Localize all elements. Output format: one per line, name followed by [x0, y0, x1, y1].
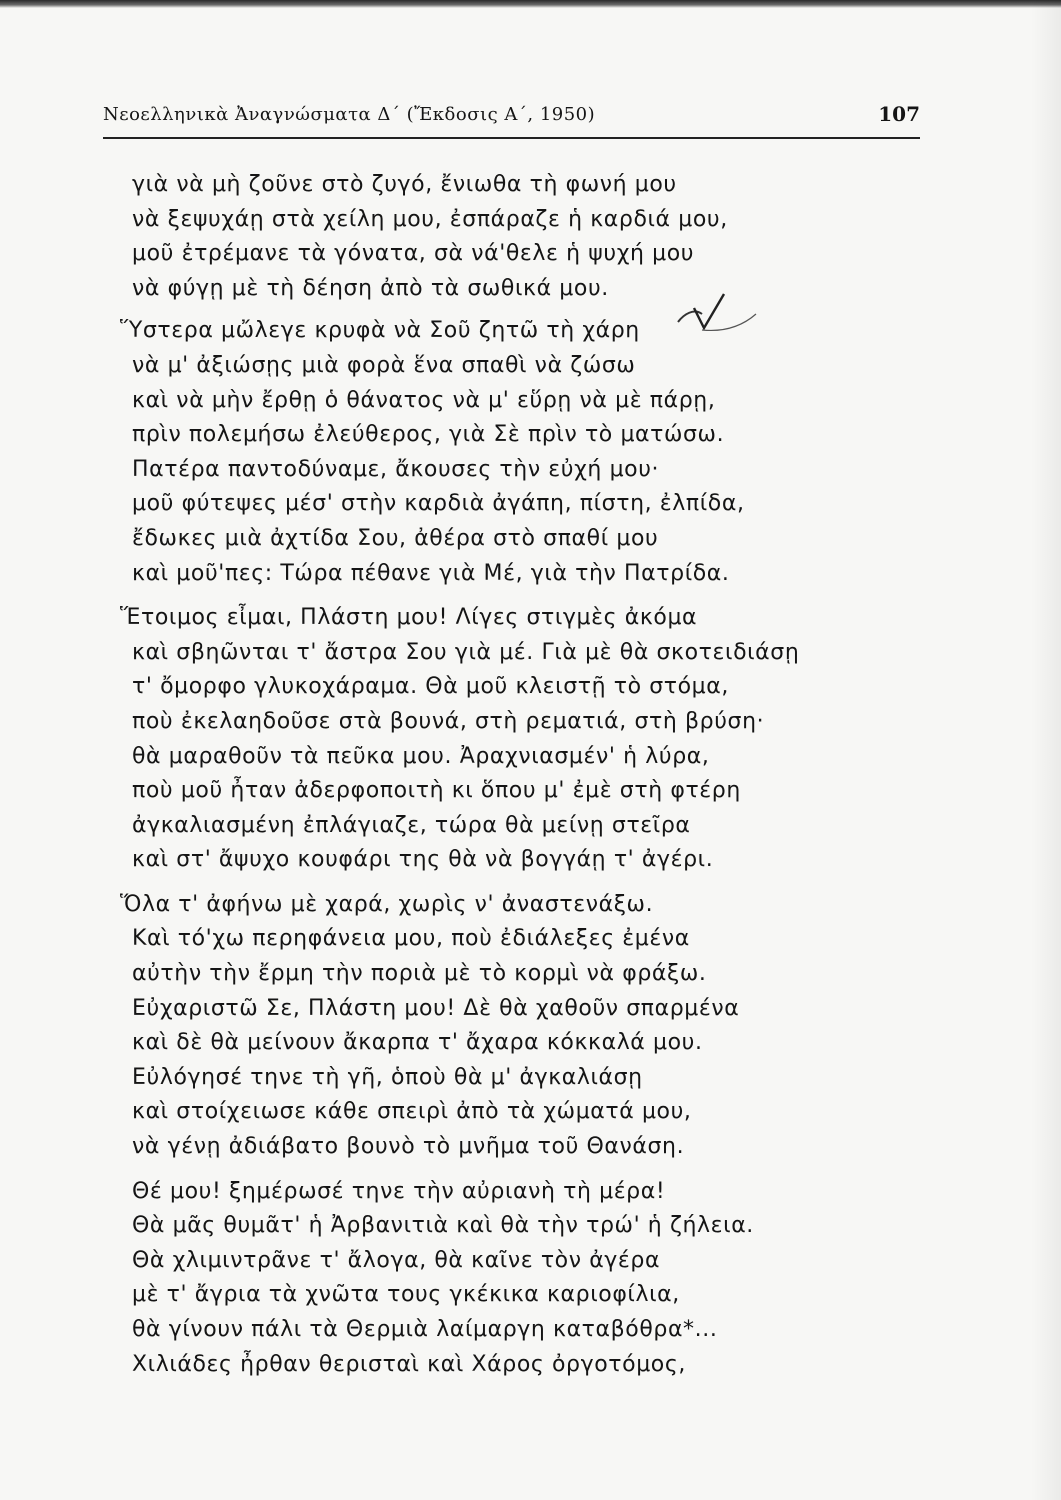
stanza	[120, 1175, 920, 1383]
poem-body	[120, 168, 920, 1392]
verse-line: Θὰ μᾶς θυμᾶτ' ἡ Ἀρβανιτιὰ καὶ θὰ τὴν τρώ' ἡ ζήλεια.	[132, 1213, 754, 1239]
verse-line: Καὶ τό'χω περηφάνεια μου, ποὺ ἐδιάλεξες ἐμένα	[132, 926, 690, 952]
verse-line: καὶ σβηῶνται τ' ἄστρα Σου γιὰ μέ. Γιὰ μὲ θὰ σκοτειδιάσῃ	[132, 639, 800, 665]
verse-line: ἀγκαλιασμένη ἐπλάγιαζε, τώρα θὰ μείνῃ στεῖρα	[132, 812, 691, 838]
verse-line: νὰ μ' ἀξιώσῃς μιὰ φορὰ ἕνα σπαθὶ νὰ ζώσω	[132, 352, 636, 378]
verse-line: Ὅλα τ' ἀφήνω μὲ χαρά, χωρὶς ν' ἀναστενάξω.	[120, 891, 654, 917]
verse-line: Εὐχαριστῶ Σε, Πλάστη μου! Δὲ θὰ χαθοῦν σπαρμένα	[132, 995, 740, 1021]
verse-line: καὶ στ' ἄψυχο κουφάρι της θὰ νὰ βογγάῃ τ' ἀγέρι.	[132, 847, 714, 873]
verse-line: πρὶν πολεμήσω ἐλεύθερος, γιὰ Σὲ πρὶν τὸ ματώσω.	[132, 422, 725, 448]
verse-line: Ἕτοιμος εἶμαι, Πλάστη μου! Λίγες στιγμὲς ἀκόμα	[120, 605, 698, 631]
verse-line: αὐτὴν τὴν ἔρμη τὴν ποριὰ μὲ τὸ κορμὶ νὰ φράξω.	[132, 961, 707, 987]
verse-line: καὶ δὲ θὰ μείνουν ἄκαρπα τ' ἄχαρα κόκκαλά μου.	[132, 1030, 703, 1056]
header-rule	[103, 137, 920, 139]
stanza	[120, 168, 920, 306]
verse-line: γιὰ νὰ μὴ ζοῦνε στὸ ζυγό, ἔνιωθα τὴ φωνή μου	[132, 172, 677, 197]
stanza	[120, 888, 920, 1165]
verse-line: μοῦ φύτεψες μέσ' στὴν καρδιὰ ἀγάπη, πίστη, ἐλπίδα,	[132, 491, 745, 517]
scan-top-edge	[0, 0, 1061, 8]
stanza	[120, 314, 920, 591]
verse-line: ποὺ ἐκελαηδοῦσε στὰ βουνά, στὴ ρεματιά, στὴ βρύση·	[132, 708, 765, 734]
verse-line: μοῦ ἐτρέμανε τὰ γόνατα, σὰ νά'θελε ἡ ψυχή μου	[132, 241, 695, 267]
verse-line: καὶ νὰ μὴν ἔρθῃ ὁ θάνατος νὰ μ' εὕρῃ νὰ μὲ πάρῃ,	[132, 387, 716, 413]
verse-line: Χιλιάδες ἦρθαν θερισταὶ καὶ Χάρος ὀργοτόμος,	[132, 1351, 686, 1377]
verse-line: καὶ στοίχειωσε κάθε σπειρὶ ἀπὸ τὰ χώματά μου,	[132, 1099, 692, 1125]
verse-line: Θὰ χλιμιντρᾶνε τ' ἄλογα, θὰ καῖνε τὸν ἀγέρα	[132, 1247, 661, 1273]
verse-line: νὰ ξεψυχάῃ στὰ χείλη μου, ἐσπάραζε ἡ καρδιά μου,	[132, 206, 728, 232]
page-number: 107	[878, 102, 920, 126]
verse-line: νὰ φύγῃ μὲ τὴ δέηση ἀπὸ τὰ σωθικά μου.	[132, 275, 609, 301]
page-header	[103, 100, 920, 140]
verse-line: Εὐλόγησέ τηνε τὴ γῆ, ὁποὺ θὰ μ' ἀγκαλιάσῃ	[132, 1064, 643, 1090]
verse-line: τ' ὄμορφο γλυκοχάραμα. Θὰ μοῦ κλειστῇ τὸ στόμα,	[132, 674, 729, 700]
verse-line: Πατέρα παντοδύναμε, ἄκουσες τὴν εὐχή μου·	[132, 456, 660, 482]
verse-line: Ὕστερα μὤλεγε κρυφὰ νὰ Σοῦ ζητῶ τὴ χάρη	[120, 318, 640, 344]
verse-line: νὰ γένῃ ἀδιάβατο βουνὸ τὸ μνῆμα τοῦ Θανάση.	[132, 1134, 685, 1160]
verse-line: ἔδωκες μιὰ ἀχτίδα Σου, ἀθέρα στὸ σπαθί μου	[132, 525, 659, 551]
verse-line: θὰ γίνουν πάλι τὰ Θερμιὰ λαίμαργη καταβόθρα*...	[132, 1317, 718, 1342]
stanza	[120, 601, 920, 878]
verse-line: καὶ μοῦ'πες: Τώρα πέθανε γιὰ Μέ, γιὰ τὴν Πατρίδα.	[132, 560, 730, 586]
verse-line: μὲ τ' ἄγρια τὰ χνῶτα τους γκέκικα καριοφίλια,	[132, 1282, 680, 1308]
verse-line: Θέ μου! ξημέρωσέ τηνε τὴν αὐριανὴ τὴ μέρα!	[132, 1178, 666, 1204]
scan-edge-shadow	[1031, 0, 1061, 1500]
verse-line: θὰ μαραθοῦν τὰ πεῦκα μου. Ἀραχνιασμέν' ἡ λύρα,	[132, 743, 710, 769]
running-head: Νεοελληνικὰ Ἀναγνώσματα Δ´ (Ἔκδοσις Α´, 1950)	[103, 104, 596, 125]
verse-line: ποὺ μοῦ ἦταν ἀδερφοποιτὴ κι ὅπου μ' ἐμὲ στὴ φτέρη	[132, 778, 741, 804]
